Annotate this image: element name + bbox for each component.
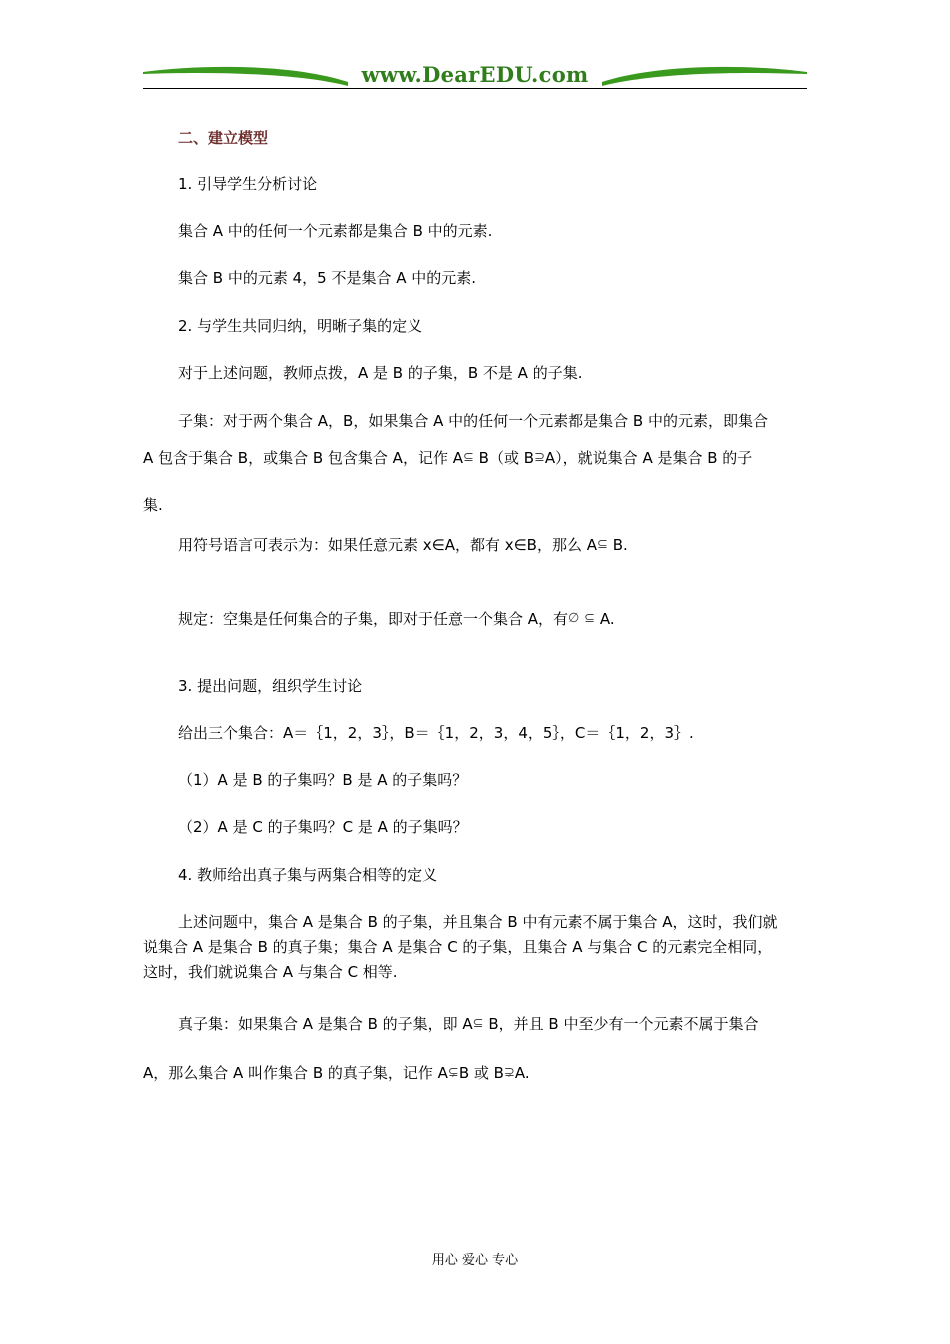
step-1-text-a: 集合 A 中的任何一个元素都是集合 B 中的元素. [178, 222, 493, 240]
empty-set-rule: 规定：空集是任何集合的子集，即对于任意一个集合 A，有∅ ⊆ A. [178, 610, 615, 628]
subset-definition [143, 410, 807, 514]
three-sets: 给出三个集合：A＝｛1，2，3｝，B＝｛1，2，3，4，5｝，C＝｛1，2，3｝. [178, 724, 694, 742]
proper-def-line-1: 真子集：如果集合 A 是集合 B 的子集，即 A⊆ B，并且 B 中至少有一个元素不属于集合 [178, 1015, 759, 1033]
step-2-text: 对于上述问题，教师点拨，A 是 B 的子集，B 不是 A 的子集. [178, 364, 583, 382]
header-rule [143, 88, 807, 89]
proper-subset-definition [143, 1013, 807, 1082]
page-footer: 用心 爱心 专心 [431, 1253, 519, 1268]
subseteq-symbol: ⊆ [462, 450, 474, 465]
subseteq-symbol: ⊆ [584, 611, 596, 626]
equality-line-1: 上述问题中，集合 A 是集合 B 的子集，并且集合 B 中有元素不属于集合 A，这时，我们就 [178, 913, 778, 931]
section-title: 二、建立模型 [178, 129, 269, 147]
equality-paragraph [143, 911, 807, 981]
site-logo-text: www.DearEDU.com [361, 62, 589, 87]
subseteq-symbol: ⊆ [597, 537, 608, 552]
subset-def-line-2: A 包含于集合 B，或集合 B 包含集合 A，记作 A⊆ B（或 B⊇A），就说集合 A 是集合 B 的子 [143, 449, 753, 467]
step-1-heading: 1. 引导学生分析讨论 [178, 175, 318, 193]
equality-line-3: 这时，我们就说集合 A 与集合 C 相等. [143, 963, 398, 981]
step-2-heading: 2. 与学生共同归纳，明晰子集的定义 [178, 317, 423, 335]
subset-def-line-1: 子集：对于两个集合 A，B，如果集合 A 中的任何一个元素都是集合 B 中的元素，即集合 [178, 412, 768, 430]
step-3-heading: 3. 提出问题，组织学生讨论 [178, 677, 363, 695]
empty-set-symbol: ∅ [568, 611, 580, 626]
supseteq-symbol: ⊇ [534, 450, 545, 465]
symbolic-language: 用符号语言可表示为：如果任意元素 x∈A，都有 x∈B，那么 A⊆ B. [178, 536, 628, 554]
step-4-heading: 4. 教师给出真子集与两集合相等的定义 [178, 866, 438, 884]
proper-def-line-2: A，那么集合 A 叫作集合 B 的真子集，记作 A⊊B 或 B⊋A. [143, 1064, 530, 1082]
question-1: （1）A 是 B 的子集吗？B 是 A 的子集吗？ [178, 771, 468, 789]
question-2: （2）A 是 C 的子集吗？C 是 A 的子集吗？ [178, 818, 468, 836]
step-1-text-b: 集合 B 中的元素 4，5 不是集合 A 中的元素. [178, 269, 477, 287]
subseteq-symbol: ⊆ [472, 1016, 484, 1031]
supsetneq-symbol: ⊋ [503, 1065, 515, 1080]
equality-line-2: 说集合 A 是集合 B 的真子集；集合 A 是集合 C 的子集，且集合 A 与集合 C 的元素完全相同， [143, 938, 773, 956]
subsetneq-symbol: ⊊ [447, 1065, 459, 1080]
subset-def-line-3: 集. [143, 496, 163, 514]
